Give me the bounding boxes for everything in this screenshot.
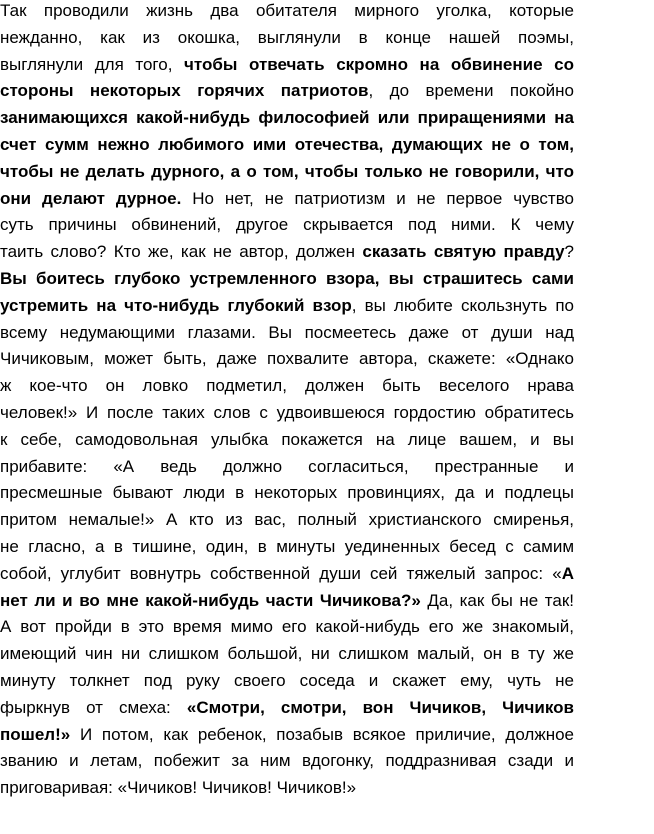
text-segment: пресмешные бывают люди в некоторых провинциях, да и подлецы [0, 483, 574, 503]
text-segment: А вот пройди в это время мимо его какой-нибудь его же знакомый, [0, 617, 574, 637]
text-line [0, 242, 574, 262]
text-line [0, 751, 574, 771]
text-segment: приговаривая: «Чичиков! Чичиков! Чичиков!» [0, 778, 357, 798]
text-segment: званию и летам, побежит за ним вдогонку, поддразнивая сзади и [0, 751, 574, 771]
text-segment: ? [564, 242, 574, 262]
text-segment: всему недумающими глазами. Вы посмеетесь даже от души над [0, 322, 574, 342]
text-line [0, 215, 574, 235]
text-line [0, 537, 574, 557]
text-segment: притом немалые!» А кто из вас, полный христианского смиренья, [0, 510, 574, 530]
text-segment: прибавите: «А ведь должно согласиться, престранные и [0, 456, 574, 476]
text-segment: , вы любите скользнуть по [351, 295, 574, 315]
bold-text-segment: А [561, 563, 574, 583]
text-segment: Да, как бы не так! [420, 590, 574, 610]
bold-text-segment: пошел!» [0, 724, 71, 744]
text-line [0, 483, 574, 503]
text-segment: выглянули для того, [0, 54, 185, 74]
bold-text-segment: стороны некоторых горячих патриотов [0, 81, 369, 101]
text-line [0, 725, 574, 745]
text-line [0, 403, 574, 423]
text-line [0, 644, 574, 664]
text-line [0, 671, 574, 691]
text-line [0, 376, 574, 396]
text-segment: И потом, как ребенок, позабыв всякое приличие, должное [70, 724, 574, 744]
text-segment: минуту толкнет под руку своего соседа и скажет ему, чуть не [0, 671, 574, 690]
bold-text-segment: сказать святую правду [362, 242, 565, 262]
text-segment: Так проводили жизнь два обитателя мирного уголка, которые [0, 1, 574, 20]
text-line [0, 1, 574, 21]
bold-text-segment: занимающихся какой-нибудь философией или приращениями на [0, 108, 574, 128]
text-line [0, 189, 574, 209]
bold-text-segment: Вы боитесь глубоко устремленного взора, вы страшитесь сами [0, 269, 574, 288]
text-line [0, 591, 574, 611]
bold-text-segment: они делают дурное. [0, 188, 182, 208]
text-line [0, 698, 574, 718]
text-line [0, 55, 574, 75]
text-line [0, 162, 574, 182]
text-segment: , до времени покойно [368, 81, 574, 101]
text-segment: суть причины обвинений, другое скрывается под ними. К чему [0, 215, 574, 235]
text-line [0, 778, 574, 798]
text-line [0, 28, 574, 48]
text-line [0, 323, 574, 343]
text-line [0, 617, 574, 637]
bold-text-segment: счет сумм нежно любимого ими отечества, думающих не о том, [0, 135, 574, 154]
bold-text-segment: нет ли и во мне какой-нибудь части Чичикова?» [0, 590, 421, 610]
text-segment: Чичиковым, может быть, даже похвалите автора, скажете: «Однако [0, 349, 574, 369]
text-line [0, 349, 574, 369]
text-segment: ж кое-что он ловко подметил, должен быть веселого нрава [0, 376, 574, 396]
text-line [0, 269, 574, 289]
text-line [0, 510, 574, 530]
text-line [0, 135, 574, 155]
bold-text-segment: устремить на что-нибудь глубокий взор [0, 295, 352, 315]
bold-text-segment: чтобы отвечать скромно на обвинение со [184, 54, 574, 74]
text-line [0, 296, 574, 316]
text-segment: фыркнув от смеха: [0, 697, 187, 717]
text-segment: нежданно, как из окошка, выглянули в конце нашей поэмы, [0, 27, 574, 47]
text-segment: не гласно, а в тишине, один, в минуты уединенных бесед с самим [0, 537, 574, 556]
text-line [0, 108, 574, 128]
text-line [0, 430, 574, 450]
text-line [0, 457, 574, 477]
text-segment: Но нет, не патриотизм и не первое чувство [181, 188, 574, 208]
text-line [0, 81, 574, 101]
bold-text-segment: чтобы не делать дурного, а о том, чтобы только не говорили, что [0, 161, 574, 181]
text-segment: таить слово? Кто же, как не автор, должен [0, 242, 363, 262]
text-line [0, 564, 574, 584]
text-segment: человек!» И после таких слов с удвоившеюся гордостию обратитесь [0, 403, 574, 422]
bold-text-segment: «Смотри, смотри, вон Чичиков, Чичиков [186, 697, 574, 717]
text-segment: к себе, самодовольная улыбка покажется на лице вашем, и вы [0, 429, 574, 449]
text-segment: имеющий чин ни слишком большой, ни слишком малый, он в ту же [0, 644, 574, 664]
text-segment: собой, углубит вовнутрь собственной души сей тяжелый запрос: « [0, 563, 562, 583]
